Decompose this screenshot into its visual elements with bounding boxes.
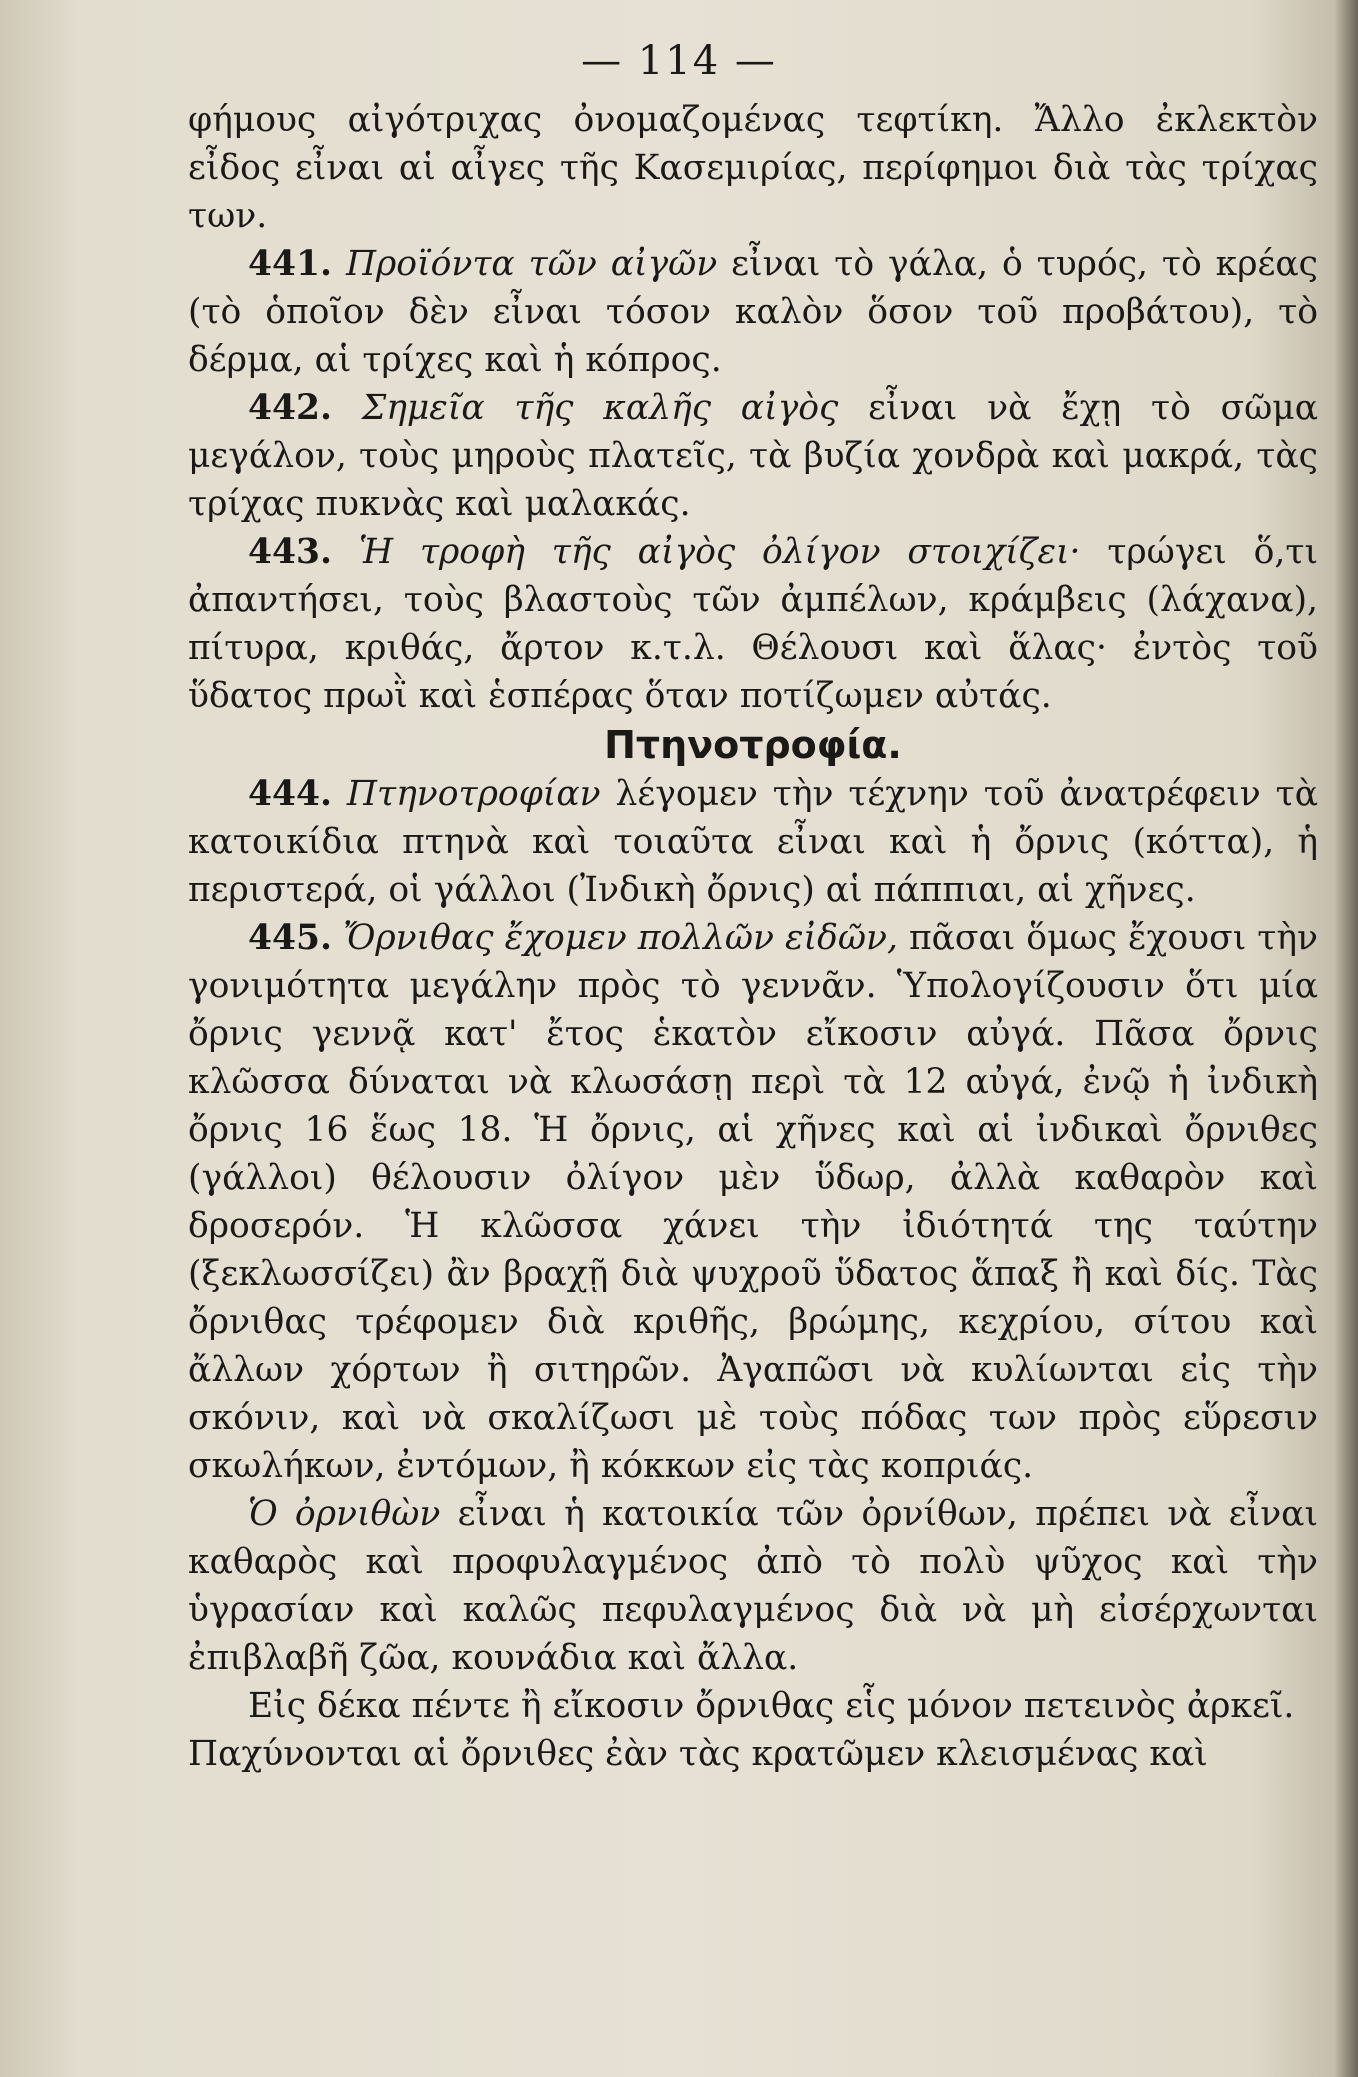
paragraph-last-line <box>188 1730 1318 1778</box>
paragraph-text: Εἰς δέκα πέντε ἢ εἴκοσιν ὄρνιθας εἷς μόνον πετεινὸς ἀρκεῖ. <box>248 1686 1295 1726</box>
paragraph-text: εἶναι τὸ γάλα, ὁ τυρός, τὸ κρέας (τὸ ὁποῖον δὲν εἶναι τόσον καλὸν ὅσον τοῦ προβάτου), τὸ δέρμα, αἱ τρίχες καὶ ἡ κόπρος. <box>188 244 1319 380</box>
paragraph-text: λέγομεν τὴν τέχνην τοῦ ἀνατρέφειν τὰ κατοικίδια πτηνὰ καὶ τοιαῦτα εἶναι καὶ ἡ ὄρνις (κόττα), ἡ περιστερά, οἱ γάλλοι (Ἰνδικὴ ὄρνις) αἱ πάππιαι, αἱ χῆνες. <box>188 774 1318 910</box>
paragraph-ornithon <box>188 1490 1318 1682</box>
paragraph-continuation <box>188 96 1318 240</box>
paragraph-text: Παχύνονται αἱ ὄρνιθες ἐὰν τὰς κρατῶμεν κλεισμένας καὶ <box>188 1734 1208 1774</box>
paragraph-442 <box>188 384 1318 528</box>
paragraph-term: Ὁ ὀρνιθὼν <box>248 1494 441 1534</box>
paragraph-term: Ὄρνιθας ἔχομεν πολλῶν εἰδῶν, <box>343 918 898 958</box>
paragraph-444 <box>188 770 1318 914</box>
paragraph-text: εἶναι νὰ ἔχῃ τὸ σῶμα μεγάλον, τοὺς μηροὺς πλατεῖς, τὰ βυζία χονδρὰ καὶ μακρά, τὰς τρίχας πυκνὰς καὶ μαλακάς. <box>188 388 1319 524</box>
paragraph-text: τρώγει ὅ,τι ἀπαντήσει, τοὺς βλαστοὺς τῶν ἀμπέλων, κράμβεις (λάχανα), πίτυρα, κριθάς, ἄρτον κ.τ.λ. Θέλουσι καὶ ἅλας· ἐντὸς τοῦ ὕδατος πρωῒ καὶ ἑσπέρας ὅταν ποτίζωμεν αὐτάς. <box>188 532 1319 716</box>
paragraph-number: 444. <box>248 774 333 814</box>
paragraph-petinos <box>188 1682 1318 1730</box>
paragraph-number: 443. <box>248 532 333 572</box>
paragraph-term: Πτηνοτροφίαν <box>346 774 601 814</box>
paragraph-number: 445. <box>248 918 333 958</box>
paragraph-term: Προϊόντα τῶν αἰγῶν <box>345 244 718 284</box>
page-number: — 114 — <box>581 38 777 84</box>
paragraph-term: Ἡ τροφὴ τῆς αἰγὸς ὀλίγον στοιχίζει· <box>358 532 1081 572</box>
section-heading: Πτηνοτροφία. <box>604 723 902 767</box>
paragraph-number: 442. <box>248 388 333 428</box>
paragraph-text: εἶναι ἡ κατοικία τῶν ὀρνίθων, πρέπει νὰ εἶναι καθαρὸς καὶ προφυλαγμένος ἀπὸ τὸ πολὺ ψῦχος καὶ τὴν ὑγρασίαν καὶ καλῶς πεφυλαγμένος διὰ νὰ μὴ εἰσέρχωνται ἐπιβλαβῆ ζῶα, κουνάδια καὶ ἄλλα. <box>188 1494 1319 1678</box>
paragraph-term: Σημεῖα τῆς καλῆς αἰγὸς <box>361 388 839 428</box>
paragraph-text: πᾶσαι ὅμως ἔχουσι τὴν γονιμότητα μεγάλην πρὸς τὸ γεννᾶν. Ὑπολογίζουσιν ὅτι μία ὄρνις γεννᾷ κατ' ἔτος ἑκατὸν εἴκοσιν αὐγά. Πᾶσα ὄρνις κλῶσσα δύναται νὰ κλωσάσῃ περὶ τὰ 12 αὐγά, ἐνῷ ἡ ἰνδικὴ ὄρνις 16 ἕως 18. Ἡ ὄρνις, αἱ χῆνες καὶ αἱ ἰνδικαὶ ὄρνιθες (γάλλοι) θέλουσιν ὀλίγον μὲν ὕδωρ, ἀλλὰ καθαρὸν καὶ δροσερόν. Ἡ κλῶσσα χάνει τὴν ἰδιότητά της ταύτην (ξεκλωσσίζει) ἂν βραχῇ διὰ ψυχροῦ ὕδατος ἅπαξ ἢ καὶ δίς. Τὰς ὄρνιθας τρέφομεν διὰ κριθῆς, βρώμης, κεχρίου, σίτου καὶ ἄλλων χόρτων ἢ σιτηρῶν. Ἀγαπῶσι νὰ κυλίωνται εἰς τὴν σκόνιν, καὶ νὰ σκαλίζωσι μὲ τοὺς πόδας των πρὸς εὕρεσιν σκωλήκων, ἐντόμων, ἢ κόκκων εἰς τὰς κοπριάς. <box>188 918 1318 1486</box>
text-column <box>188 96 1318 1778</box>
paragraph-number: 441. <box>248 244 333 284</box>
paragraph-441 <box>188 240 1318 384</box>
paragraph-text: φήμους αἰγότριχας ὀνομαζομένας τεφτίκη. Ἄλλο ἐκλεκτὸν εἶδος εἶναι αἱ αἶγες τῆς Κασεμιρίας, περίφημοι διὰ τὰς τρίχας των. <box>188 100 1318 236</box>
paragraph-443 <box>188 528 1318 720</box>
page-edge-shadow <box>1334 0 1358 2077</box>
paragraph-445 <box>188 914 1318 1490</box>
